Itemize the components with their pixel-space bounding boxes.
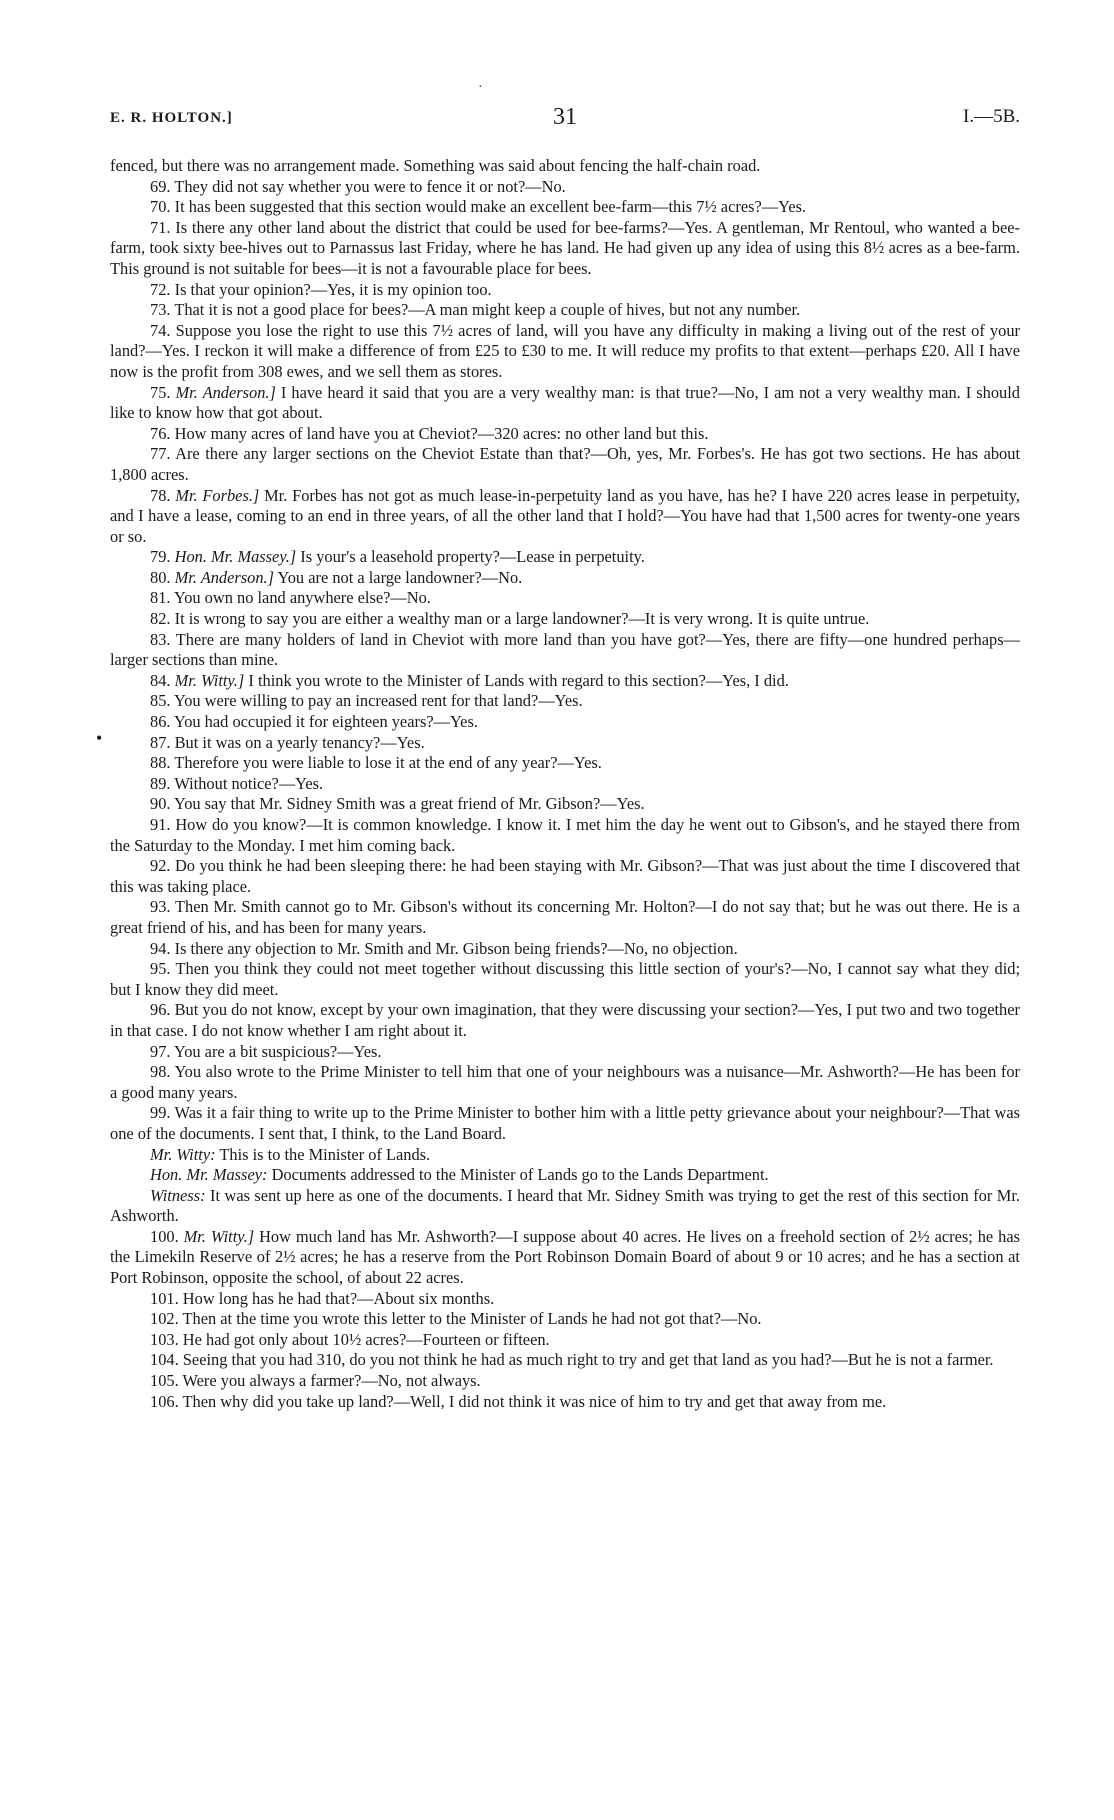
- question-number: 80.: [150, 567, 171, 587]
- paragraph-text: Is your's a leasehold property?—Lease in perpetuity.: [300, 547, 645, 567]
- question-number: 71.: [150, 217, 171, 237]
- transcript-paragraph: [110, 321, 1020, 383]
- question-number: 96.: [150, 1000, 171, 1020]
- paragraph-text: You had occupied it for eighteen years?—Yes.: [174, 712, 478, 732]
- paragraph-text: You own no land anywhere else?—No.: [174, 588, 431, 608]
- question-number: 87.: [150, 732, 171, 752]
- speaker-name: Mr. Witty:: [150, 1144, 216, 1164]
- question-number: 102.: [150, 1309, 179, 1329]
- question-number: 97.: [150, 1041, 171, 1061]
- transcript-paragraph: [110, 630, 1020, 671]
- page-header: [110, 104, 1020, 130]
- paragraph-text: Then Mr. Smith cannot go to Mr. Gibson's without its concerning Mr. Holton?—I do not say that; but he was out there. He is a great friend of his, and has been for many years.: [110, 897, 1020, 937]
- question-number: 77.: [150, 444, 171, 464]
- paragraph-text: Mr. Forbes has not got as much lease-in-perpetuity land as you have, has he? I have 220 acres lease in perpetuity, and I have a lease, coming to an end in three years, of all the other land that I hold?—You have had that 1,500 acres for twenty-one years or so.: [110, 485, 1020, 546]
- transcript-paragraph: [110, 218, 1020, 280]
- paragraph-text: How do you know?—It is common knowledge. I know it. I met him the day he went out to Gibson's, and he stayed there from the Saturday to the Monday. I met him coming back.: [110, 815, 1020, 855]
- paragraph-text: Is there any objection to Mr. Smith and Mr. Gibson being friends?—No, no objection.: [174, 938, 738, 958]
- question-number: 83.: [150, 629, 171, 649]
- question-number: 76.: [150, 423, 171, 443]
- question-number: 85.: [150, 691, 171, 711]
- paragraph-text: Were you always a farmer?—No, not always.: [182, 1371, 481, 1391]
- transcript-paragraph: [110, 691, 1020, 712]
- paragraph-text: Are there any larger sections on the Cheviot Estate than that?—Oh, yes, Mr. Forbes's. He has got two sections. He has about 1,800 acres.: [110, 444, 1020, 484]
- transcript-paragraph: [110, 1227, 1020, 1289]
- paragraph-text: Do you think he had been sleeping there: he had been staying with Mr. Gibson?—That was just about the time I discovered that this was taking place.: [110, 856, 1020, 896]
- speaker-name: Mr. Anderson.]: [174, 567, 275, 587]
- paragraph-text: But it was on a yearly tenancy?—Yes.: [174, 732, 425, 752]
- paragraph-text: This is to the Minister of Lands.: [219, 1144, 431, 1164]
- transcript-paragraph: [110, 609, 1020, 630]
- question-number: 74.: [150, 320, 171, 340]
- paragraph-text: I think you wrote to the Minister of Lands with regard to this section?—Yes, I did.: [248, 670, 789, 690]
- question-number: 73.: [150, 300, 171, 320]
- question-number: 104.: [150, 1350, 179, 1370]
- paragraph-text: fenced, but there was no arrangement made. Something was said about fencing the half-chain road.: [110, 156, 761, 175]
- transcript-paragraph: [110, 1145, 1020, 1166]
- transcript-body: [110, 156, 1020, 1412]
- transcript-paragraph: [110, 671, 1020, 692]
- speaker-name: Mr. Witty.]: [183, 1226, 255, 1246]
- transcript-paragraph: [110, 897, 1020, 938]
- transcript-paragraph: [110, 444, 1020, 485]
- paragraph-text: You also wrote to the Prime Minister to tell him that one of your neighbours was a nuisance—Mr. Ashworth?—He has been for a good many years.: [110, 1062, 1020, 1102]
- transcript-paragraph: [110, 177, 1020, 198]
- paragraph-text: There are many holders of land in Cheviot with more land than you have got?—Yes, there are fifty—one hundred perhaps—larger sections than mine.: [110, 629, 1020, 670]
- question-number: 88.: [150, 753, 171, 773]
- transcript-paragraph: [110, 1371, 1020, 1392]
- question-number: 81.: [150, 588, 171, 608]
- speaker-name: Witness:: [150, 1185, 206, 1205]
- transcript-paragraph: [110, 1042, 1020, 1063]
- paragraph-text: Then you think they could not meet together without discussing this little section of your's?—No, I cannot say what they did; but I know they did meet.: [110, 959, 1020, 999]
- question-number: 93.: [150, 897, 171, 917]
- transcript-paragraph: [110, 815, 1020, 856]
- transcript-paragraph: [110, 794, 1020, 815]
- stray-mark: •: [96, 728, 103, 748]
- paragraph-text: Therefore you were liable to lose it at the end of any year?—Yes.: [174, 753, 602, 773]
- paragraph-text: Seeing that you had 310, do you not think he had as much right to try and get that land as you had?—But he is not a farmer.: [182, 1350, 994, 1370]
- speaker-name: Hon. Mr. Massey:: [150, 1165, 268, 1185]
- speaker-name: Mr. Forbes.]: [175, 485, 260, 505]
- question-number: 99.: [150, 1103, 171, 1123]
- paragraph-text: Is that your opinion?—Yes, it is my opinion too.: [174, 279, 492, 299]
- transcript-paragraph: [110, 733, 1020, 754]
- transcript-paragraph: [110, 588, 1020, 609]
- transcript-paragraph: [110, 753, 1020, 774]
- paragraph-text: How many acres of land have you at Cheviot?—320 acres: no other land but this.: [174, 423, 709, 443]
- transcript-paragraph: [110, 1103, 1020, 1144]
- paragraph-text: Without notice?—Yes.: [174, 773, 324, 793]
- paragraph-text: You are not a large landowner?—No.: [277, 567, 523, 587]
- paragraph-text: Was it a fair thing to write up to the Prime Minister to bother him with a little petty grievance about your neighbour?—That was one of the documents. I sent that, I think, to the Land Board.: [110, 1103, 1020, 1143]
- paragraph-text: But you do not know, except by your own imagination, that they were discussing your section?—Yes, I put two and two together in that case. I do not know whether I am right about it.: [110, 1000, 1020, 1040]
- question-number: 86.: [150, 712, 171, 732]
- speaker-name: Mr. Anderson.]: [175, 382, 276, 402]
- header-paper-reference: I.—5B.: [963, 106, 1020, 127]
- transcript-paragraph: [110, 486, 1020, 548]
- paragraph-text: It has been suggested that this section would make an excellent bee-farm—this 7½ acres?—Yes.: [174, 197, 807, 217]
- stray-mark: ·: [478, 80, 483, 95]
- transcript-paragraph: [110, 1289, 1020, 1310]
- question-number: 91.: [150, 815, 171, 834]
- transcript-paragraph: [110, 1062, 1020, 1103]
- transcript-paragraph: [110, 959, 1020, 1000]
- question-number: 82.: [150, 609, 171, 629]
- paragraph-text: I have heard it said that you are a very wealthy man: is that true?—No, I am not a very wealthy man. I should like to know how that got about.: [110, 382, 1020, 423]
- question-number: 69.: [150, 176, 171, 196]
- question-number: 101.: [150, 1288, 179, 1308]
- question-number: 90.: [150, 794, 171, 814]
- transcript-paragraph: [110, 197, 1020, 218]
- transcript-paragraph: [110, 156, 1020, 177]
- paragraph-text: They did not say whether you were to fence it or not?—No.: [174, 176, 566, 196]
- transcript-paragraph: [110, 856, 1020, 897]
- paragraph-text: You say that Mr. Sidney Smith was a great friend of Mr. Gibson?—Yes.: [174, 794, 645, 814]
- transcript-paragraph: [110, 383, 1020, 424]
- paragraph-text: He had got only about 10½ acres?—Fourteen or fifteen.: [182, 1329, 550, 1349]
- paragraph-text: You are a bit suspicious?—Yes.: [174, 1041, 382, 1061]
- question-number: 100.: [150, 1226, 179, 1246]
- paragraph-text: You were willing to pay an increased rent for that land?—Yes.: [174, 691, 583, 711]
- transcript-paragraph: [110, 774, 1020, 795]
- transcript-paragraph: [110, 1165, 1020, 1186]
- question-number: 75.: [150, 382, 171, 402]
- question-number: 79.: [150, 547, 171, 567]
- question-number: 106.: [150, 1391, 179, 1411]
- page-number: 31: [553, 104, 577, 130]
- paragraph-text: Suppose you lose the right to use this 7½ acres of land, will you have any difficulty in making a living out of the rest of your land?—Yes. I reckon it will make a difference of from £25 to £30 to me. It will reduce my profits to that extent—perhaps £20. All I have now is the profit from 308 ewes, and we sell them as stores.: [110, 320, 1020, 381]
- transcript-paragraph: [110, 568, 1020, 589]
- transcript-paragraph: [110, 1330, 1020, 1351]
- paragraph-text: How much land has Mr. Ashworth?—I suppose about 40 acres. He lives on a freehold section of 2½ acres; he has the Limekiln Reserve of 2½ acres; he has a reserve from the Port Robinson Domain Board of about 9 or 10 acres; and he has a section at Port Robinson, opposite the school, of about 22 acres.: [110, 1226, 1020, 1288]
- header-witness-name: E. R. HOLTON.]: [110, 110, 233, 126]
- question-number: 84.: [150, 670, 171, 690]
- question-number: 92.: [150, 856, 171, 876]
- paragraph-text: It is wrong to say you are either a wealthy man or a large landowner?—It is very wrong. It is quite untrue.: [174, 609, 870, 629]
- paragraph-text: It was sent up here as one of the documents. I heard that Mr. Sidney Smith was trying to get the rest of this section for Mr. Ashworth.: [110, 1185, 1020, 1226]
- question-number: 94.: [150, 938, 171, 958]
- question-number: 70.: [150, 197, 171, 217]
- paragraph-text: How long has he had that?—About six months.: [182, 1288, 495, 1308]
- transcript-paragraph: [110, 1000, 1020, 1041]
- question-number: 95.: [150, 959, 171, 979]
- transcript-paragraph: [110, 939, 1020, 960]
- speaker-name: Hon. Mr. Massey.]: [174, 547, 297, 567]
- paragraph-text: Then at the time you wrote this letter to the Minister of Lands he had not got that?—No.: [182, 1309, 762, 1329]
- transcript-paragraph: [110, 1309, 1020, 1330]
- paragraph-text: Is there any other land about the district that could be used for bee-farms?—Yes. A gentleman, Mr Rentoul, who wanted a bee-farm, took sixty bee-hives out to Parnassus last Friday, where he has land. He had given up any idea of using this 8½ acres as a bee-farm. This ground is not suitable for bees—it is not a favourable place for bees.: [110, 217, 1020, 278]
- transcript-paragraph: [110, 280, 1020, 301]
- transcript-paragraph: [110, 424, 1020, 445]
- transcript-paragraph: [110, 712, 1020, 733]
- paragraph-text: That it is not a good place for bees?—A man might keep a couple of hives, but not any number.: [174, 300, 801, 320]
- transcript-paragraph: [110, 1392, 1020, 1413]
- transcript-paragraph: [110, 1186, 1020, 1227]
- question-number: 72.: [150, 279, 171, 299]
- speaker-name: Mr. Witty.]: [174, 670, 245, 690]
- question-number: 103.: [150, 1329, 179, 1349]
- paragraph-text: Documents addressed to the Minister of Lands go to the Lands Department.: [271, 1165, 769, 1185]
- transcript-paragraph: [110, 1350, 1020, 1371]
- paragraph-text: Then why did you take up land?—Well, I did not think it was nice of him to try and get that away from me.: [182, 1391, 887, 1411]
- question-number: 105.: [150, 1371, 179, 1391]
- transcript-paragraph: [110, 547, 1020, 568]
- question-number: 78.: [150, 485, 171, 505]
- question-number: 98.: [150, 1062, 171, 1082]
- question-number: 89.: [150, 773, 171, 793]
- transcript-paragraph: [110, 300, 1020, 321]
